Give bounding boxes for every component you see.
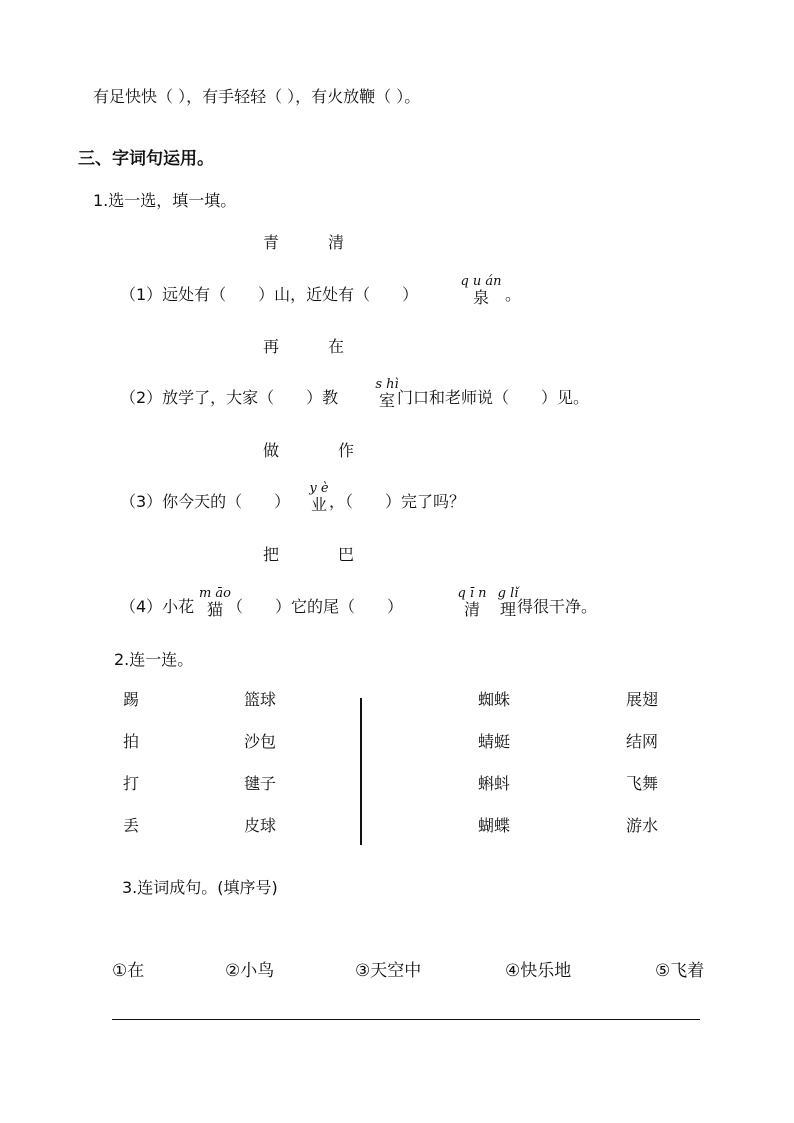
item-3-suffix: ，（ ）完了吗？ — [329, 492, 466, 511]
word-5: ⑤飞着 — [655, 961, 705, 981]
word-2: ②小鸟 — [225, 961, 275, 981]
ruby-shi — [375, 377, 399, 411]
hanzi: 猫 — [207, 600, 224, 619]
fill-blank-line: 有足快快（ ），有手轻轻（ ），有火放鞭（ ）。 — [93, 87, 421, 106]
choice-4b: 巴 — [338, 545, 355, 564]
pinyin: s hì — [375, 377, 399, 392]
answer-underline[interactable] — [112, 1019, 700, 1020]
ruby-quan — [460, 274, 502, 308]
match-right-a-2: 蜻蜓 — [478, 732, 511, 751]
match-left-a-2: 拍 — [123, 732, 140, 751]
pinyin: q u án — [460, 274, 502, 289]
word-3: ③天空中 — [355, 961, 422, 981]
match-right-b-1: 展翅 — [626, 690, 659, 709]
item-3-prefix: （3）你今天的（ ） — [120, 492, 291, 511]
hanzi: 业 — [311, 495, 328, 514]
item-4-middle: （ ）它的尾（ ） — [227, 597, 404, 616]
match-left-a-4: 丢 — [123, 816, 140, 835]
section-title: 三、字词句运用。 — [78, 149, 214, 169]
match-right-b-4: 游水 — [626, 816, 659, 835]
divider-line — [360, 698, 362, 845]
choice-2a: 再 — [263, 337, 280, 356]
choice-3a: 做 — [263, 441, 280, 460]
item-2-suffix: 门口和老师说（ ）见。 — [397, 388, 590, 407]
match-right-a-3: 蝌蚪 — [478, 774, 511, 793]
ruby-li — [497, 586, 519, 620]
ruby-qing — [457, 586, 487, 620]
choice-4a: 把 — [263, 545, 280, 564]
match-left-b-4: 皮球 — [244, 816, 277, 835]
ruby-ye — [309, 481, 329, 515]
match-left-a-1: 踢 — [123, 690, 140, 709]
item-1-suffix: 。 — [505, 285, 522, 304]
question-3-title: 3.连词成句。(填序号) — [122, 878, 278, 897]
match-left-a-3: 打 — [123, 774, 140, 793]
question-2-title: 2.连一连。 — [114, 650, 194, 669]
match-right-a-4: 蝴蝶 — [478, 816, 511, 835]
match-right-a-1: 蜘蛛 — [478, 690, 511, 709]
hanzi: 清 — [464, 600, 481, 619]
item-2-prefix: （2）放学了，大家（ ）教 — [120, 388, 339, 407]
choice-1a: 青 — [263, 233, 280, 252]
choice-2b: 在 — [328, 337, 345, 356]
match-left-b-2: 沙包 — [244, 732, 277, 751]
hanzi: 理 — [500, 600, 517, 619]
word-1: ①在 — [112, 961, 145, 981]
choice-1b: 清 — [328, 233, 345, 252]
item-4-prefix: （4）小花 — [120, 597, 195, 616]
match-right-b-2: 结网 — [626, 732, 659, 751]
item-4-suffix: 得很干净。 — [517, 597, 598, 616]
item-1-prefix: （1）远处有（ ）山，近处有（ ） — [120, 285, 419, 304]
pinyin: y è — [309, 481, 329, 496]
pinyin: q ī n — [457, 586, 487, 601]
match-left-b-3: 毽子 — [244, 774, 277, 793]
pinyin: g lǐ — [497, 586, 519, 601]
match-left-b-1: 篮球 — [244, 690, 277, 709]
question-1-title: 1.选一选，填一填。 — [93, 191, 237, 210]
hanzi: 泉 — [473, 288, 490, 307]
ruby-mao — [198, 586, 232, 620]
hanzi: 室 — [379, 391, 396, 410]
match-right-b-3: 飞舞 — [626, 774, 659, 793]
word-4: ④快乐地 — [505, 961, 572, 981]
pinyin: m āo — [198, 586, 232, 601]
choice-3b: 作 — [338, 441, 355, 460]
